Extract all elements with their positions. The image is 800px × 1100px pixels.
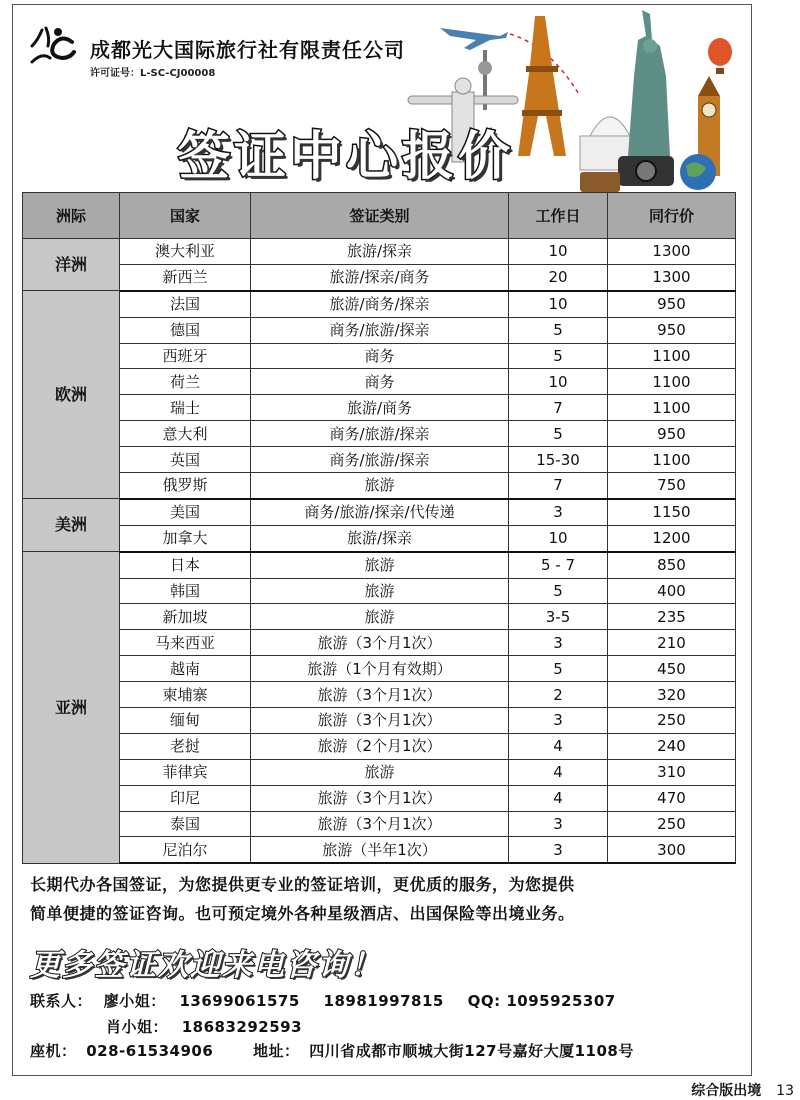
visa-type-cell: 旅游（3个月1次） (251, 811, 509, 837)
visa-type-cell: 旅游 (251, 604, 509, 630)
table-row (23, 343, 736, 369)
eiffel-tower-icon (518, 16, 566, 156)
table-row (23, 447, 736, 473)
visa-type-cell: 商务 (251, 369, 509, 395)
table-row (23, 785, 736, 811)
visa-type-cell: 旅游（3个月1次） (251, 708, 509, 734)
table-header-row (23, 193, 736, 239)
price-cell: 1300 (608, 264, 736, 290)
country-cell: 德国 (120, 317, 251, 343)
workdays-cell: 3 (509, 837, 608, 863)
statue-of-liberty-icon (628, 10, 670, 156)
table-row (23, 395, 736, 421)
country-cell: 西班牙 (120, 343, 251, 369)
table-row (23, 239, 736, 265)
contact-phone-2: 18683292593 (181, 1018, 303, 1036)
price-cell: 950 (608, 421, 736, 447)
workdays-cell: 5 - 7 (509, 552, 608, 578)
header-visa-type: 签证类别 (251, 193, 509, 239)
country-cell: 缅甸 (120, 708, 251, 734)
continent-cell: 欧洲 (23, 291, 120, 499)
workdays-cell: 4 (509, 733, 608, 759)
workdays-cell: 10 (509, 291, 608, 317)
country-cell: 加拿大 (120, 525, 251, 551)
price-cell: 250 (608, 811, 736, 837)
price-cell: 1100 (608, 343, 736, 369)
table-row (23, 630, 736, 656)
table-row (23, 759, 736, 785)
contact-label: 联系人： (30, 992, 93, 1010)
workdays-cell: 7 (509, 395, 608, 421)
visa-type-cell: 旅游（半年1次） (251, 837, 509, 863)
table-row (23, 604, 736, 630)
price-cell: 210 (608, 630, 736, 656)
price-cell: 400 (608, 578, 736, 604)
workdays-cell: 10 (509, 239, 608, 265)
country-cell: 新西兰 (120, 264, 251, 290)
header-price: 同行价 (608, 193, 736, 239)
visa-type-cell: 商务/旅游/探亲 (251, 421, 509, 447)
visa-type-cell: 旅游/探亲 (251, 239, 509, 265)
workdays-cell: 5 (509, 656, 608, 682)
contact-line-1 (30, 990, 616, 1011)
price-cell: 1100 (608, 447, 736, 473)
contact-name-1: 廖小姐： (103, 992, 166, 1010)
price-cell: 320 (608, 682, 736, 708)
price-cell: 950 (608, 291, 736, 317)
table-row (23, 264, 736, 290)
workdays-cell: 3 (509, 630, 608, 656)
workdays-cell: 5 (509, 578, 608, 604)
visa-type-cell: 旅游 (251, 578, 509, 604)
price-cell: 1300 (608, 239, 736, 265)
header-continent: 洲际 (23, 193, 120, 239)
country-cell: 美国 (120, 499, 251, 525)
slogan: 更多签证欢迎来电咨询！ (30, 948, 382, 983)
address-text: 四川省成都市顺城大街127号嘉好大厦1108号 (309, 1042, 634, 1060)
table-row (23, 369, 736, 395)
workdays-cell: 3-5 (509, 604, 608, 630)
country-cell: 韩国 (120, 578, 251, 604)
visa-type-cell: 旅游 (251, 552, 509, 578)
country-cell: 意大利 (120, 421, 251, 447)
visa-type-cell: 商务 (251, 343, 509, 369)
price-cell: 470 (608, 785, 736, 811)
workdays-cell: 3 (509, 811, 608, 837)
workdays-cell: 5 (509, 317, 608, 343)
visa-type-cell: 旅游/商务/探亲 (251, 291, 509, 317)
contact-phone-1b: 18981997815 (323, 992, 444, 1010)
workdays-cell: 4 (509, 785, 608, 811)
country-cell: 英国 (120, 447, 251, 473)
workdays-cell: 3 (509, 499, 608, 525)
workdays-cell: 4 (509, 759, 608, 785)
table-row (23, 552, 736, 578)
workdays-cell: 3 (509, 708, 608, 734)
table-row (23, 811, 736, 837)
price-cell: 310 (608, 759, 736, 785)
price-cell: 750 (608, 473, 736, 499)
price-cell: 250 (608, 708, 736, 734)
continent-cell: 美洲 (23, 499, 120, 552)
intro-line-2: 简单便捷的签证咨询。也可预定境外各种星级酒店、出国保险等出境业务。 (30, 904, 575, 923)
company-logo (28, 22, 80, 68)
country-cell: 俄罗斯 (120, 473, 251, 499)
table-row (23, 837, 736, 863)
price-cell: 300 (608, 837, 736, 863)
visa-type-cell: 旅游（2个月1次） (251, 733, 509, 759)
country-cell: 柬埔寨 (120, 682, 251, 708)
contact-name-2: 肖小姐： (106, 1018, 169, 1036)
visa-type-cell: 旅游/商务 (251, 395, 509, 421)
continent-cell: 洋洲 (23, 239, 120, 291)
country-cell: 印尼 (120, 785, 251, 811)
page-footer (691, 1080, 794, 1100)
license-number: 许可证号：L-SC-CJ00008 (90, 68, 216, 79)
contact-phone-1a: 13699061575 (179, 992, 300, 1010)
globe-icon (680, 154, 716, 190)
workdays-cell: 15-30 (509, 447, 608, 473)
price-cell: 850 (608, 552, 736, 578)
page-title: 签证中心报价 (178, 127, 515, 187)
workdays-cell: 5 (509, 343, 608, 369)
country-cell: 越南 (120, 656, 251, 682)
visa-type-cell: 旅游（3个月1次） (251, 630, 509, 656)
table-row (23, 473, 736, 499)
intro-line-1: 长期代办各国签证，为您提供更专业的签证培训，更优质的服务，为您提供 (30, 875, 575, 894)
price-cell: 950 (608, 317, 736, 343)
visa-type-cell: 旅游（3个月1次） (251, 682, 509, 708)
visa-type-cell: 旅游/探亲/商务 (251, 264, 509, 290)
visa-type-cell: 商务/旅游/探亲 (251, 317, 509, 343)
price-cell: 1100 (608, 369, 736, 395)
section-name: 综合版出境 (691, 1083, 762, 1099)
country-cell: 尼泊尔 (120, 837, 251, 863)
visa-type-cell: 商务/旅游/探亲/代传递 (251, 499, 509, 525)
table-row (23, 578, 736, 604)
table-row (23, 708, 736, 734)
price-cell: 1150 (608, 499, 736, 525)
suitcase-icon (580, 172, 620, 192)
workdays-cell: 5 (509, 421, 608, 447)
country-cell: 法国 (120, 291, 251, 317)
visa-type-cell: 旅游（3个月1次） (251, 785, 509, 811)
workdays-cell: 10 (509, 369, 608, 395)
contact-qq: QQ: 1095925307 (467, 992, 616, 1010)
table-row (23, 525, 736, 551)
visa-type-cell: 商务/旅游/探亲 (251, 447, 509, 473)
table-row (23, 656, 736, 682)
continent-cell: 亚洲 (23, 552, 120, 864)
page-number: 13 (776, 1083, 794, 1099)
hot-air-balloon-icon (708, 38, 732, 74)
visa-type-cell: 旅游/探亲 (251, 525, 509, 551)
workdays-cell: 2 (509, 682, 608, 708)
intro-paragraph (30, 870, 745, 928)
table-row (23, 499, 736, 525)
country-cell: 荷兰 (120, 369, 251, 395)
table-row (23, 421, 736, 447)
camera-icon (618, 156, 674, 186)
country-cell: 瑞士 (120, 395, 251, 421)
visa-type-cell: 旅游 (251, 473, 509, 499)
country-cell: 老挝 (120, 733, 251, 759)
country-cell: 泰国 (120, 811, 251, 837)
visa-price-table (22, 192, 736, 864)
table-row (23, 733, 736, 759)
country-cell: 菲律宾 (120, 759, 251, 785)
workdays-cell: 10 (509, 525, 608, 551)
header-workdays: 工作日 (509, 193, 608, 239)
landline-number: 028-61534906 (86, 1042, 214, 1060)
workdays-cell: 20 (509, 264, 608, 290)
country-cell: 澳大利亚 (120, 239, 251, 265)
price-cell: 450 (608, 656, 736, 682)
price-cell: 1100 (608, 395, 736, 421)
table-row (23, 291, 736, 317)
address-label: 地址： (253, 1042, 300, 1060)
country-cell: 马来西亚 (120, 630, 251, 656)
company-name: 成都光大国际旅行社有限责任公司 (90, 38, 405, 62)
contact-line-2 (106, 1016, 302, 1037)
price-cell: 240 (608, 733, 736, 759)
landline-label: 座机： (30, 1042, 77, 1060)
table-body (23, 239, 736, 864)
contact-line-3 (30, 1040, 634, 1061)
workdays-cell: 7 (509, 473, 608, 499)
table-row (23, 682, 736, 708)
header-country: 国家 (120, 193, 251, 239)
visa-type-cell: 旅游（1个月有效期） (251, 656, 509, 682)
visa-type-cell: 旅游 (251, 759, 509, 785)
airplane-icon (440, 28, 508, 50)
price-cell: 1200 (608, 525, 736, 551)
country-cell: 日本 (120, 552, 251, 578)
price-cell: 235 (608, 604, 736, 630)
table-row (23, 317, 736, 343)
country-cell: 新加坡 (120, 604, 251, 630)
